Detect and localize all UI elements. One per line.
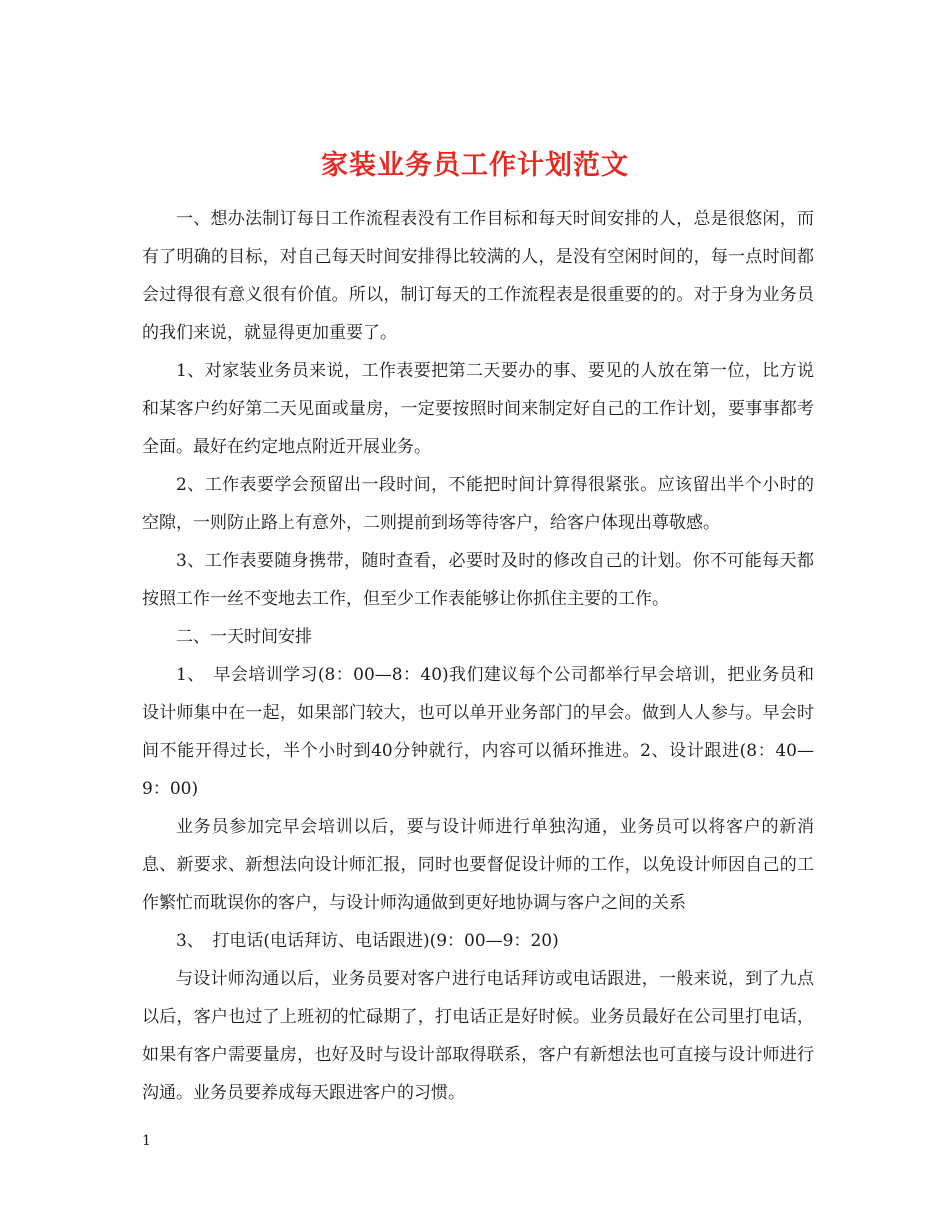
- paragraph-7: 业务员参加完早会培训以后，要与设计师进行单独沟通，业务员可以将客户的新消息、新要求、新想法向设计师汇报，同时也要督促设计师的工作，以免设计师因自己的工作繁忙而耽误你的客户，与设计师沟通做到更好地协调与客户之间的关系: [142, 817, 814, 913]
- paragraph-2: 1、对家装业务员来说，工作表要把第二天要办的事、要见的人放在第一位，比方说和某客户约好第二天见面或量房，一定要按照时间来制定好自己的工作计划，要事事都考全面。最好在约定地点附近开展业务。: [142, 361, 814, 457]
- paragraph-4: 3、工作表要随身携带，随时查看，必要时及时的修改自己的计划。你不可能每天都按照工作一丝不变地去工作，但至少工作表能够让你抓住主要的工作。: [142, 551, 814, 609]
- section-heading-2: 二、一天时间安排: [176, 627, 312, 647]
- paragraph-6: 1、 早会培训学习(8：00—8：40)我们建议每个公司都举行早会培训，把业务员和设计师集中在一起，如果部门较大，也可以单开业务部门的早会。做到人人参与。早会时间不能开得过长，半个小时到40分钟就行，内容可以循环推进。2、设计跟进(8：40—9：00): [142, 665, 814, 799]
- paragraph-9: 与设计师沟通以后，业务员要对客户进行电话拜访或电话跟进，一般来说，到了九点以后，客户也过了上班初的忙碌期了，打电话正是好时候。业务员最好在公司里打电话，如果有客户需要量房，也好及时与设计部取得联系，客户有新想法也可直接与设计师进行沟通。业务员要养成每天跟进客户的习惯。: [142, 969, 814, 1103]
- document-body: [142, 200, 814, 1112]
- page-number: 1: [142, 1133, 151, 1149]
- paragraph-1: 一、想办法制订每日工作流程表没有工作目标和每天时间安排的人，总是很悠闲，而有了明确的目标，对自己每天时间安排得比较满的人，是没有空闲时间的，每一点时间都会过得很有意义很有价值。所以，制订每天的工作流程表是很重要的的。对于身为业务员的我们来说，就显得更加重要了。: [142, 209, 814, 343]
- document-title: 家装业务员工作计划范文: [321, 150, 629, 182]
- paragraph-8: 3、 打电话(电话拜访、电话跟进)(9：00—9：20): [176, 931, 559, 951]
- paragraph-3: 2、工作表要学会预留出一段时间，不能把时间计算得很紧张。应该留出半个小时的空隙，一则防止路上有意外，二则提前到场等待客户，给客户体现出尊敬感。: [142, 475, 814, 533]
